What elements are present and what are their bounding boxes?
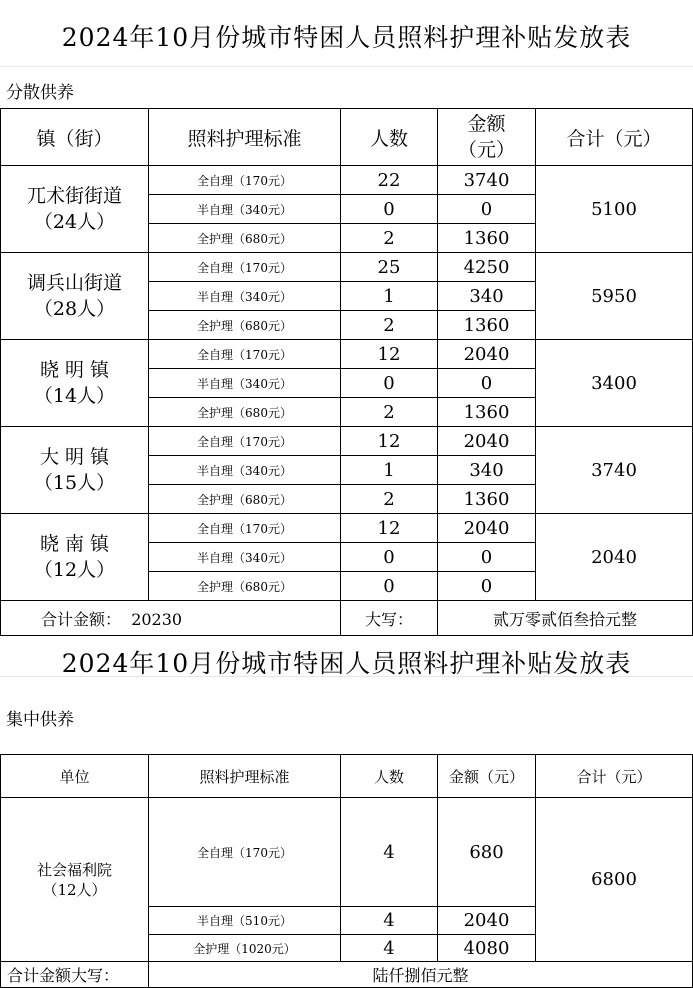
amount-cell: 4080 xyxy=(438,935,536,962)
standard-cell: 半自理（340元） xyxy=(149,456,341,485)
amount-cell: 2040 xyxy=(438,514,536,543)
standard-cell: 半自理（340元） xyxy=(149,369,341,398)
amount-cell: 3740 xyxy=(438,166,536,195)
standard-cell: 半自理（340元） xyxy=(149,195,341,224)
standard-cell: 半自理（340元） xyxy=(149,282,341,311)
count-cell: 1 xyxy=(341,456,438,485)
total-cell: 2040 xyxy=(536,514,693,601)
standard-cell: 全护理（680元） xyxy=(149,485,341,514)
standard-cell: 全护理（1020元） xyxy=(149,935,341,962)
amount-cell: 4250 xyxy=(438,253,536,282)
table-row xyxy=(1,253,693,282)
header-amount: 金额（元） xyxy=(438,755,536,798)
standard-cell: 全护理（680元） xyxy=(149,398,341,427)
page-title: 2024年10月份城市特困人员照料护理补贴发放表 xyxy=(61,23,632,52)
table-row xyxy=(1,514,693,543)
count-cell: 12 xyxy=(341,340,438,369)
standard-cell: 全护理（680元） xyxy=(149,572,341,601)
amount-cell: 0 xyxy=(438,369,536,398)
amount-cell: 2040 xyxy=(438,427,536,456)
total-cell: 5100 xyxy=(536,166,693,253)
subsidy-table-dispersed xyxy=(0,108,693,636)
count-cell: 0 xyxy=(341,543,438,572)
standard-cell: 全自理（170元） xyxy=(149,340,341,369)
table-header-2 xyxy=(1,755,693,798)
standard-cell: 全护理（680元） xyxy=(149,311,341,340)
subsidy-table-centralized xyxy=(0,754,693,988)
unit-cell: 兀术街街道 （24人） xyxy=(1,166,149,253)
unit-cell: 社会福利院 （12人） xyxy=(1,798,149,962)
table-footer xyxy=(1,601,693,636)
header-amount: 金额（元） xyxy=(438,109,536,166)
standard-cell: 全自理（170元） xyxy=(149,253,341,282)
count-cell: 2 xyxy=(341,224,438,253)
header-count: 人数 xyxy=(341,109,438,166)
count-cell: 2 xyxy=(341,485,438,514)
header-total: 合计（元） xyxy=(536,755,693,798)
footer-caps-value: 贰万零贰佰叁拾元整 xyxy=(438,601,693,636)
footer-label: 合计金额大写： xyxy=(1,962,149,988)
amount-cell: 2040 xyxy=(438,340,536,369)
count-cell: 12 xyxy=(341,514,438,543)
section-label: 分散供养 xyxy=(6,83,74,103)
standard-cell: 半自理（510元） xyxy=(149,907,341,935)
standard-cell: 全自理（170元） xyxy=(149,427,341,456)
unit-cell: 调兵山街道 （28人） xyxy=(1,253,149,340)
count-cell: 0 xyxy=(341,195,438,224)
count-cell: 4 xyxy=(341,798,438,907)
table-footer-2 xyxy=(1,962,693,988)
table-row xyxy=(1,798,693,907)
header-total: 合计（元） xyxy=(536,109,693,166)
table-row xyxy=(1,427,693,456)
count-cell: 2 xyxy=(341,311,438,340)
unit-cell: 晓 南 镇 （12人） xyxy=(1,514,149,601)
amount-cell: 1360 xyxy=(438,224,536,253)
unit-cell: 晓 明 镇 （14人） xyxy=(1,340,149,427)
standard-cell: 全自理（170元） xyxy=(149,798,341,907)
amount-cell: 340 xyxy=(438,282,536,311)
count-cell: 0 xyxy=(341,572,438,601)
footer-total: 合计金额： 20230 xyxy=(1,601,341,636)
total-cell: 5950 xyxy=(536,253,693,340)
amount-cell: 1360 xyxy=(438,485,536,514)
count-cell: 2 xyxy=(341,398,438,427)
table-row xyxy=(1,166,693,195)
page-title-2: 2024年10月份城市特困人员照料护理补贴发放表 xyxy=(61,649,632,678)
table-row xyxy=(1,340,693,369)
standard-cell: 全护理（680元） xyxy=(149,224,341,253)
header-count: 人数 xyxy=(341,755,438,798)
standard-cell: 全自理（170元） xyxy=(149,514,341,543)
amount-cell: 2040 xyxy=(438,907,536,935)
header-standard: 照料护理标准 xyxy=(149,109,341,166)
header-unit: 镇（街） xyxy=(1,109,149,166)
count-cell: 25 xyxy=(341,253,438,282)
amount-cell: 1360 xyxy=(438,311,536,340)
amount-cell: 0 xyxy=(438,195,536,224)
amount-cell: 340 xyxy=(438,456,536,485)
count-cell: 12 xyxy=(341,427,438,456)
table-header xyxy=(1,109,693,166)
amount-cell: 1360 xyxy=(438,398,536,427)
amount-cell: 0 xyxy=(438,543,536,572)
footer-caps-label: 大写： xyxy=(341,601,438,636)
section-label-2: 集中供养 xyxy=(6,710,74,730)
count-cell: 22 xyxy=(341,166,438,195)
count-cell: 1 xyxy=(341,282,438,311)
standard-cell: 全自理（170元） xyxy=(149,166,341,195)
header-unit: 单位 xyxy=(1,755,149,798)
amount-cell: 0 xyxy=(438,572,536,601)
count-cell: 0 xyxy=(341,369,438,398)
total-cell: 3400 xyxy=(536,340,693,427)
amount-cell: 680 xyxy=(438,798,536,907)
header-standard: 照料护理标准 xyxy=(149,755,341,798)
count-cell: 4 xyxy=(341,935,438,962)
footer-value: 陆仟捌佰元整 xyxy=(149,962,693,988)
count-cell: 4 xyxy=(341,907,438,935)
total-cell: 3740 xyxy=(536,427,693,514)
unit-cell: 大 明 镇 （15人） xyxy=(1,427,149,514)
standard-cell: 半自理（340元） xyxy=(149,543,341,572)
total-cell: 6800 xyxy=(536,798,693,962)
